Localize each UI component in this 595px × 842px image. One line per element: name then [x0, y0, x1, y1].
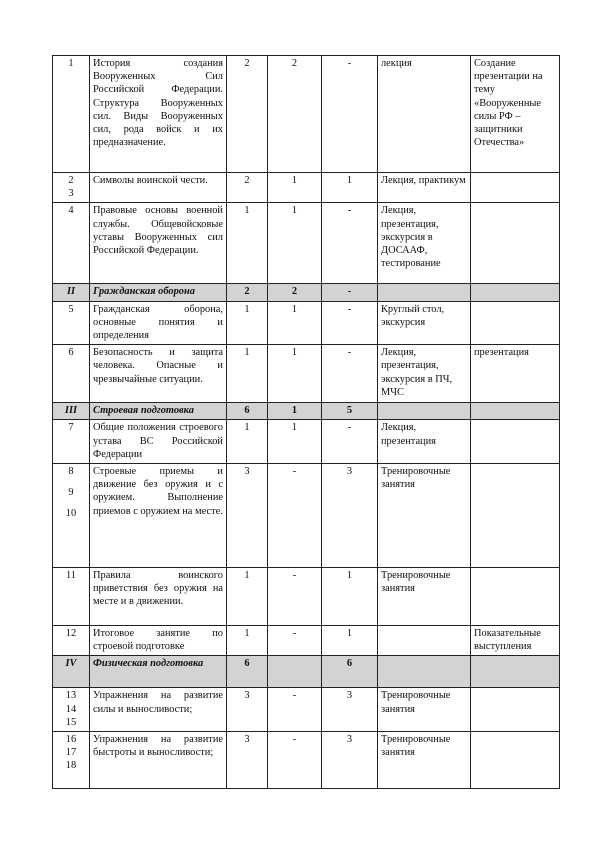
row-number: [53, 403, 90, 420]
topic-cell-text: Строевые приемы и движение без оружия и с оружием. Выполнение приемов с оружием на месте.: [93, 466, 223, 517]
hours-theory-cell: [268, 626, 322, 656]
row-number-text: III: [64, 405, 78, 417]
topic-cell: [90, 403, 227, 420]
topic-cell: [90, 203, 227, 284]
hours-theory-cell: [268, 284, 322, 301]
row-number-line: 15: [65, 716, 77, 728]
topic-cell-text: Гражданская оборона: [93, 286, 195, 298]
row-number: [53, 626, 90, 656]
hours-total-cell-text: 2: [244, 175, 250, 186]
hours-total-cell-text: 3: [244, 734, 250, 746]
hours-theory-cell: [268, 420, 322, 464]
hours-total-cell: [227, 626, 268, 656]
table-row: [53, 420, 560, 464]
hours-theory-cell-text: 1: [291, 347, 298, 359]
hours-practice-cell-text: -: [347, 205, 352, 217]
row-number-text: 12: [65, 628, 77, 640]
topic-cell: [90, 173, 227, 203]
hours-theory-cell-text: -: [292, 690, 297, 702]
topic-cell: [90, 568, 227, 626]
hours-theory-cell: [268, 345, 322, 403]
hours-practice-cell-text: -: [347, 303, 352, 315]
hours-theory-cell: [268, 203, 322, 284]
lesson-form-cell: [378, 568, 471, 626]
row-number: [53, 301, 90, 345]
hours-total-cell-text: 3: [244, 466, 250, 478]
row-number-line: 18: [65, 760, 77, 772]
control-form-cell: [471, 464, 560, 568]
lesson-form-cell: [378, 626, 471, 656]
hours-theory-cell: [268, 301, 322, 345]
hours-theory-cell: [268, 464, 322, 568]
topic-cell: [90, 284, 227, 301]
section-row: [53, 284, 560, 301]
hours-practice-cell: [322, 626, 378, 656]
row-number-text: II: [66, 286, 76, 298]
control-form-cell: [471, 688, 560, 732]
topic-cell: [90, 301, 227, 345]
row-number-line: 8: [68, 466, 74, 478]
control-form-cell: [471, 420, 560, 464]
hours-practice-cell-text: -: [347, 286, 352, 298]
hours-practice-cell: [322, 568, 378, 626]
hours-total-cell-text: 1: [244, 205, 250, 217]
row-number-text: 5: [68, 303, 74, 315]
hours-practice-cell-text: 6: [346, 658, 353, 670]
lesson-form-cell: [378, 301, 471, 345]
hours-total-cell-text: 1: [244, 422, 250, 434]
hours-practice-cell: [322, 56, 378, 173]
hours-practice-cell: [322, 203, 378, 284]
row-number-line: 14: [65, 703, 77, 715]
hours-theory-cell: [268, 56, 322, 173]
lesson-form-cell: [378, 345, 471, 403]
row-number-text: 11: [65, 570, 76, 582]
control-form-cell: [471, 656, 560, 688]
topic-cell-text: История создания Вооруженных Сил Российской Федерации. Структура Вооруженных сил. Виды Вооруженных сил, рода войск и их предназначение.: [93, 58, 223, 149]
topic-cell: [90, 56, 227, 173]
hours-total-cell: [227, 56, 268, 173]
table-row: [53, 203, 560, 284]
row-number-line: 9: [68, 487, 74, 499]
topic-cell-text: Итоговое занятие по строевой подготовке: [93, 628, 223, 653]
topic-cell-text: Упражнения на развитие быстроты и выносливости;: [93, 734, 223, 759]
control-form-cell: [471, 284, 560, 301]
hours-practice-cell: [322, 732, 378, 789]
lesson-form-cell: [378, 284, 471, 301]
hours-total-cell: [227, 464, 268, 568]
lesson-form-cell-text: Тренировочные занятия: [381, 690, 451, 715]
hours-total-cell-text: 1: [244, 628, 250, 640]
topic-cell: [90, 626, 227, 656]
hours-total-cell-text: 1: [244, 347, 250, 359]
hours-total-cell-text: 6: [244, 658, 250, 670]
control-form-cell: [471, 626, 560, 656]
row-number: [53, 464, 90, 568]
lesson-form-cell: [378, 403, 471, 420]
topic-cell-text: Общие положения строевого устава ВС Российской Федерации: [93, 422, 223, 460]
hours-theory-cell-text: 2: [291, 286, 298, 298]
hours-practice-cell: [322, 301, 378, 345]
hours-total-cell-text: 1: [244, 570, 250, 582]
hours-practice-cell-text: 1: [346, 175, 353, 186]
topic-cell-text: Строевая подготовка: [93, 405, 194, 417]
lesson-form-cell-text: Тренировочные занятия: [381, 570, 451, 595]
lesson-form-cell-text: лекция: [381, 58, 412, 69]
topic-cell: [90, 656, 227, 688]
hours-theory-cell: [268, 732, 322, 789]
hours-total-cell: [227, 656, 268, 688]
hours-total-cell-text: 2: [244, 286, 250, 298]
control-form-cell-text: презентация: [474, 347, 529, 359]
control-form-cell: [471, 56, 560, 173]
section-row: [53, 656, 560, 688]
table-row: [53, 173, 560, 203]
topic-cell-text: Безопасность и защита человека. Опасные и чрезвычайные ситуации.: [93, 347, 223, 385]
hours-theory-cell: [268, 688, 322, 732]
hours-theory-cell-text: -: [292, 466, 297, 478]
topic-cell-text: Гражданская оборона, основные понятия и определения: [93, 303, 223, 342]
control-form-cell: [471, 301, 560, 345]
row-number-line: 3: [68, 188, 74, 200]
curriculum-table-body: [53, 56, 560, 789]
hours-practice-cell: [322, 688, 378, 732]
lesson-form-cell-text: Тренировочные занятия: [381, 734, 451, 759]
hours-theory-cell: [268, 568, 322, 626]
row-number: [53, 732, 90, 789]
table-row: [53, 688, 560, 732]
row-number: [53, 56, 90, 173]
hours-practice-cell-text: 3: [346, 734, 353, 746]
control-form-cell: [471, 568, 560, 626]
control-form-cell: [471, 345, 560, 403]
control-form-cell-text: Показательные выступления: [474, 628, 541, 653]
curriculum-table: [52, 55, 560, 789]
lesson-form-cell: [378, 203, 471, 284]
hours-practice-cell: [322, 464, 378, 568]
lesson-form-cell: [378, 688, 471, 732]
hours-practice-cell-text: -: [347, 422, 352, 434]
hours-practice-cell-text: 3: [346, 466, 353, 478]
hours-theory-cell: [268, 173, 322, 203]
topic-cell-text: Правила воинского приветствия без оружия на месте и в движении.: [93, 570, 223, 608]
hours-total-cell-text: 3: [244, 690, 250, 702]
lesson-form-cell-text: Лекция, презентация, экскурсия в ПЧ, МЧС: [381, 347, 453, 398]
row-number-text: IV: [65, 658, 77, 670]
control-form-cell: [471, 732, 560, 789]
hours-total-cell: [227, 688, 268, 732]
topic-cell: [90, 464, 227, 568]
lesson-form-cell: [378, 56, 471, 173]
hours-total-cell: [227, 420, 268, 464]
hours-theory-cell-text: -: [292, 570, 297, 582]
row-number: [53, 568, 90, 626]
row-number: [53, 284, 90, 301]
hours-practice-cell-text: 1: [346, 570, 353, 582]
table-row: [53, 626, 560, 656]
hours-practice-cell: [322, 284, 378, 301]
hours-theory-cell-text: 1: [291, 405, 298, 417]
hours-practice-cell: [322, 403, 378, 420]
row-number: [53, 203, 90, 284]
lesson-form-cell-text: Тренировочные занятия: [381, 466, 451, 491]
topic-cell-text: Физическая подготовка: [93, 658, 204, 670]
hours-theory-cell-text: 1: [291, 422, 298, 434]
row-number-text: 7: [68, 422, 74, 434]
hours-theory-cell-text: 1: [291, 303, 298, 315]
topic-cell: [90, 345, 227, 403]
hours-practice-cell: [322, 173, 378, 203]
row-number-line: 2: [68, 175, 74, 186]
row-number-line: 16: [65, 734, 77, 746]
row-number-line: 10: [65, 508, 77, 520]
hours-theory-cell-text: 1: [291, 205, 298, 217]
lesson-form-cell-text: Круглый стол, экскурсия: [381, 303, 445, 328]
hours-total-cell: [227, 568, 268, 626]
table-row: [53, 568, 560, 626]
hours-theory-cell: [268, 403, 322, 420]
hours-theory-cell-text: -: [292, 628, 297, 640]
table-row: [53, 56, 560, 173]
topic-cell-text: Правовые основы военной службы. Общевойсковые уставы Вооруженных сил Российской Федерации.: [93, 205, 223, 257]
lesson-form-cell: [378, 420, 471, 464]
row-number: [53, 688, 90, 732]
hours-practice-cell-text: 1: [346, 628, 353, 640]
hours-theory-cell: [268, 656, 322, 688]
control-form-cell: [471, 403, 560, 420]
hours-theory-cell-text: -: [292, 734, 297, 746]
lesson-form-cell: [378, 732, 471, 789]
hours-practice-cell: [322, 345, 378, 403]
hours-practice-cell-text: 3: [346, 690, 353, 702]
hours-total-cell: [227, 301, 268, 345]
hours-practice-cell: [322, 420, 378, 464]
row-number-text: 6: [68, 347, 74, 359]
hours-practice-cell-text: 5: [346, 405, 353, 417]
topic-cell: [90, 420, 227, 464]
hours-total-cell-text: 6: [244, 405, 250, 417]
lesson-form-cell-text: Лекция, презентация: [381, 422, 436, 447]
topic-cell: [90, 732, 227, 789]
table-row: [53, 732, 560, 789]
table-row: [53, 464, 560, 568]
hours-total-cell: [227, 284, 268, 301]
row-number-line: 13: [65, 690, 77, 702]
row-number-text: 4: [68, 205, 74, 217]
row-number: [53, 173, 90, 203]
control-form-cell-text: Создание презентации на тему «Вооруженные силы РФ – защитники Отечества»: [474, 58, 543, 149]
row-number-text: 1: [68, 58, 74, 69]
row-number: [53, 656, 90, 688]
hours-total-cell-text: 1: [244, 303, 250, 315]
hours-theory-cell-text: 2: [291, 58, 298, 69]
lesson-form-cell: [378, 656, 471, 688]
hours-practice-cell-text: -: [347, 58, 352, 69]
hours-practice-cell: [322, 656, 378, 688]
lesson-form-cell: [378, 464, 471, 568]
hours-theory-cell-text: 1: [291, 175, 298, 186]
hours-total-cell-text: 2: [244, 58, 250, 69]
section-row: [53, 403, 560, 420]
topic-cell-text: Упражнения на развитие силы и выносливости;: [93, 690, 223, 715]
table-row: [53, 345, 560, 403]
lesson-form-cell-text: Лекция, практикум: [381, 175, 466, 186]
hours-total-cell: [227, 203, 268, 284]
hours-total-cell: [227, 403, 268, 420]
hours-total-cell: [227, 173, 268, 203]
row-number: [53, 420, 90, 464]
table-row: [53, 301, 560, 345]
control-form-cell: [471, 203, 560, 284]
control-form-cell: [471, 173, 560, 203]
hours-practice-cell-text: -: [347, 347, 352, 359]
row-number-line: 17: [65, 747, 77, 759]
hours-total-cell: [227, 732, 268, 789]
hours-total-cell: [227, 345, 268, 403]
topic-cell-text: Символы воинской чести.: [93, 175, 208, 186]
lesson-form-cell: [378, 173, 471, 203]
topic-cell: [90, 688, 227, 732]
lesson-form-cell-text: Лекция, презентация, экскурсия в ДОСААФ, тестирование: [381, 205, 441, 270]
row-number: [53, 345, 90, 403]
